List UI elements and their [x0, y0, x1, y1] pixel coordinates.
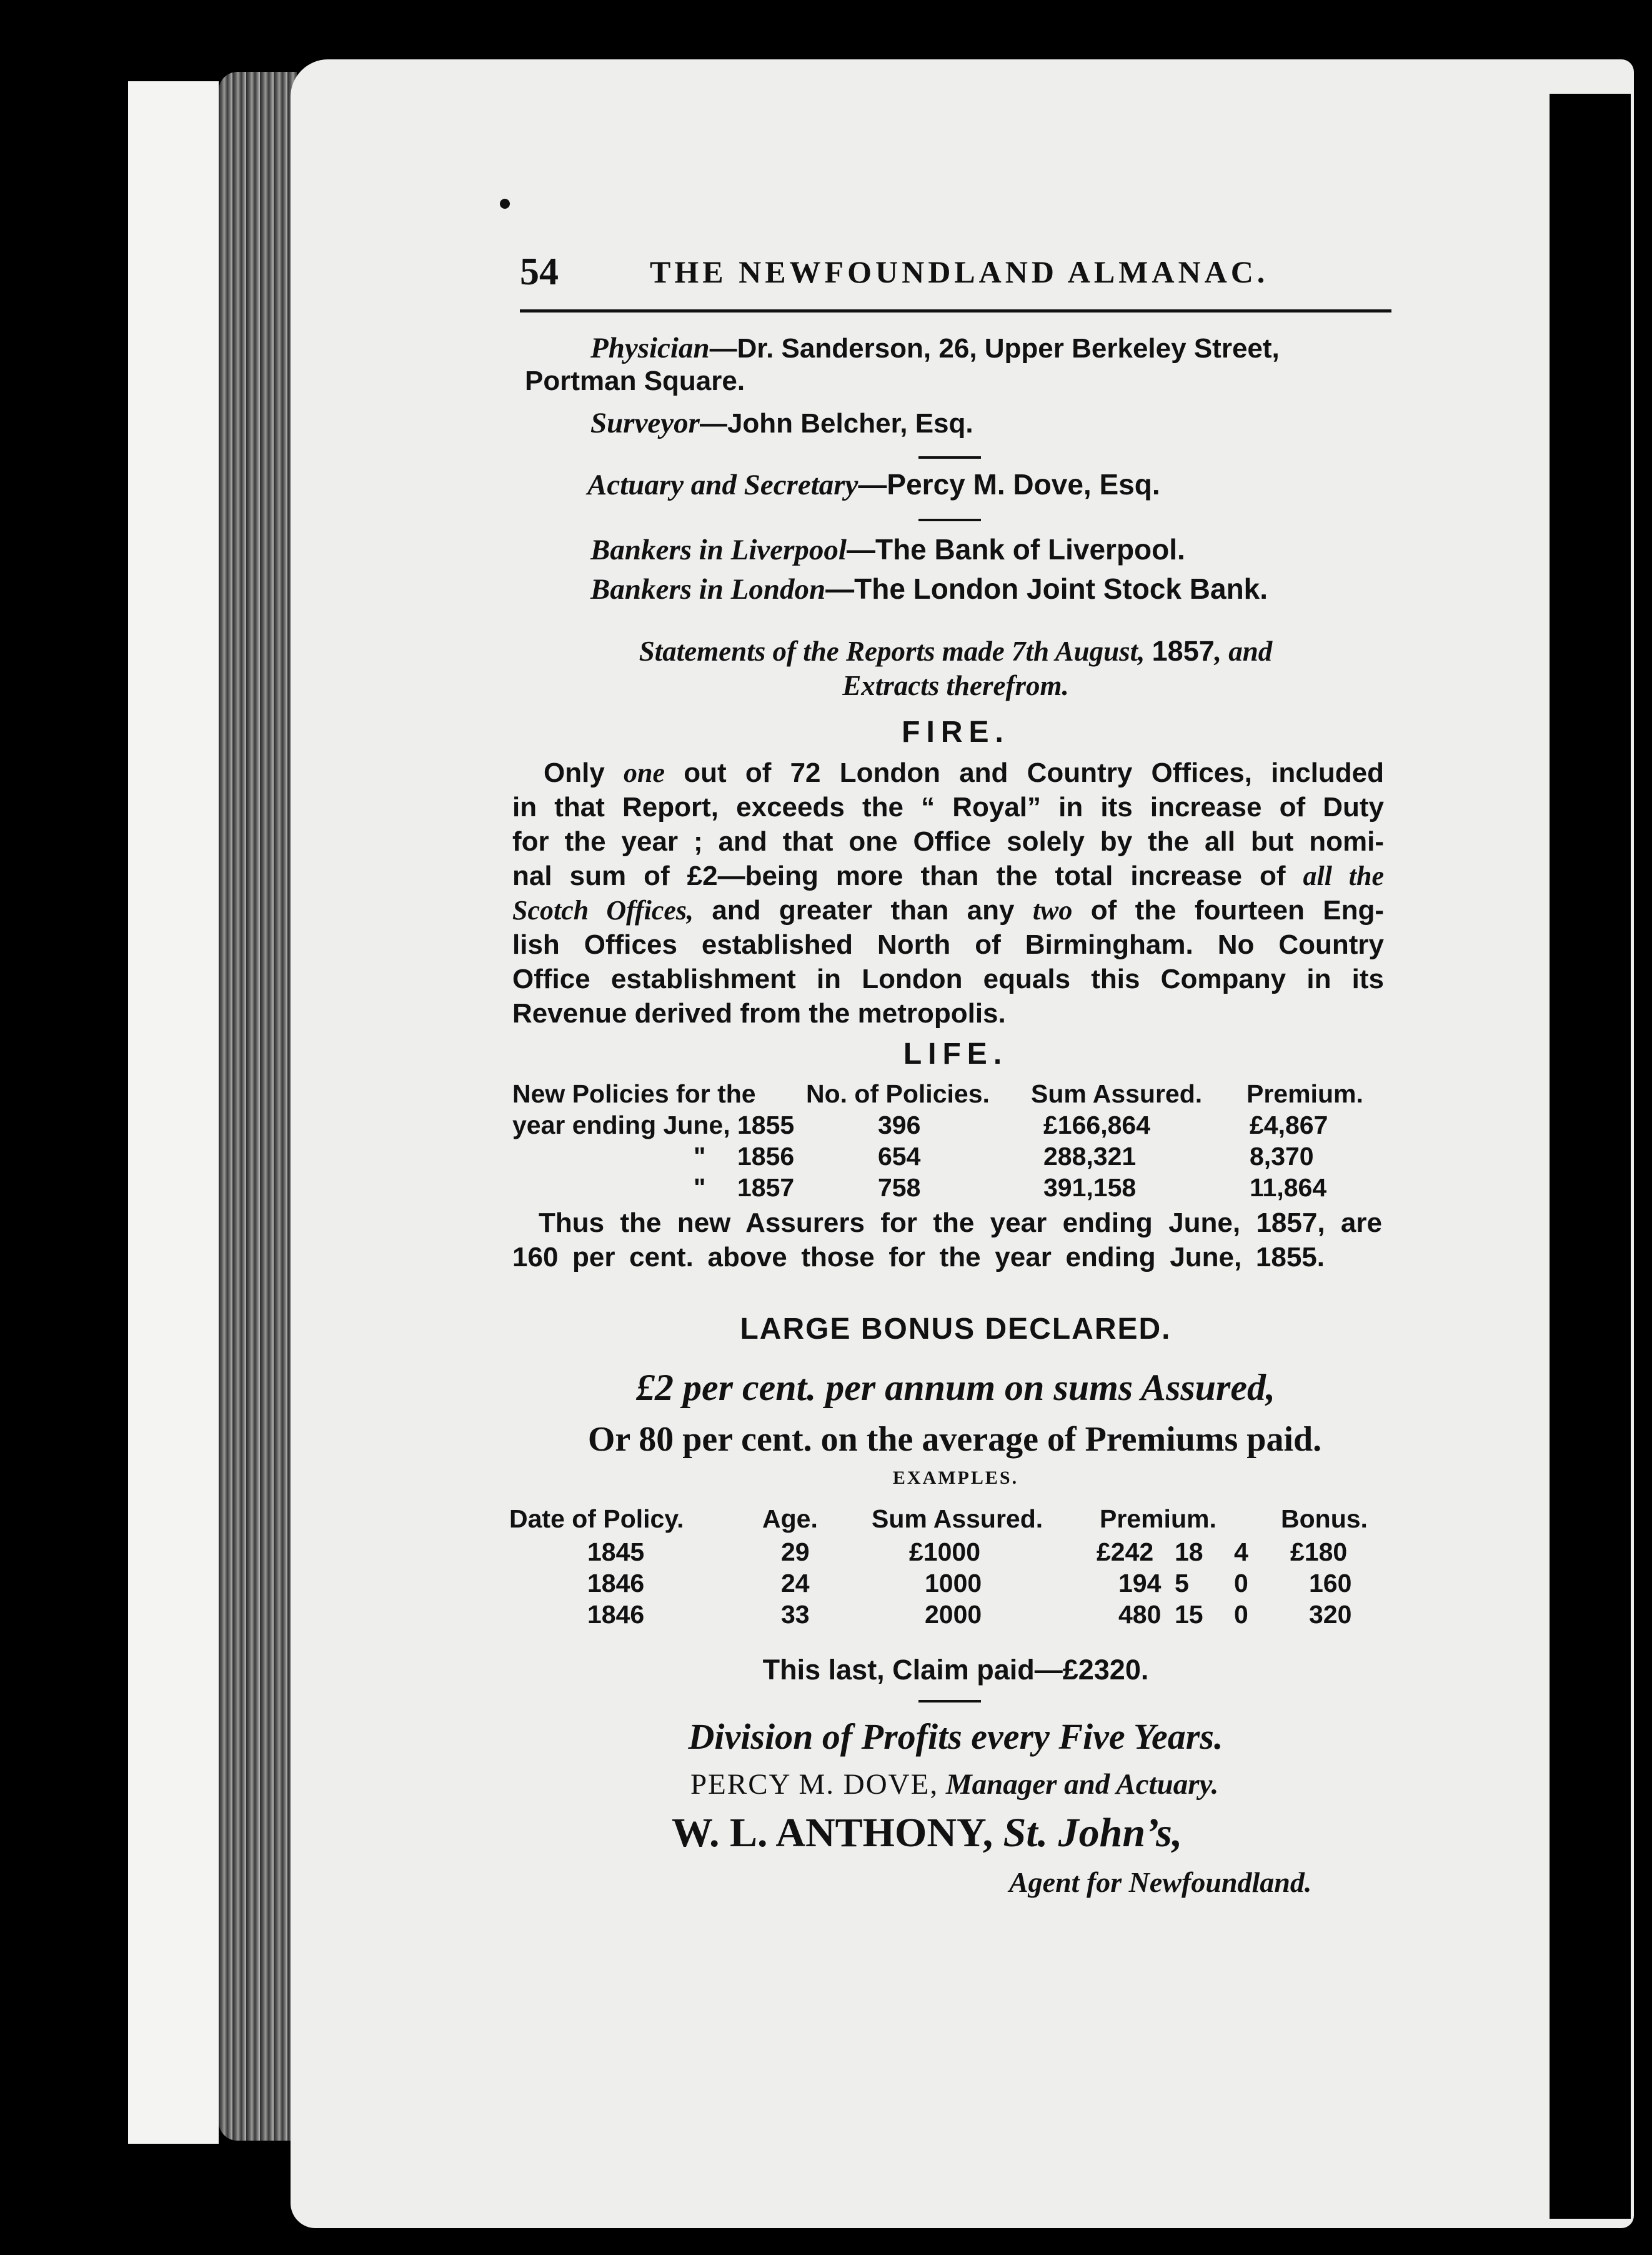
fire-line: [512, 791, 1384, 824]
life-row-premium: 11,864: [1250, 1173, 1327, 1202]
life-row-sum: 288,321: [1043, 1142, 1137, 1171]
agent-for: Agent for Newfoundland.: [1009, 1866, 1312, 1898]
bankers-london-value: —The London Joint Stock Bank.: [825, 572, 1268, 605]
fire-text: Office establishment in London equals this Company in its: [512, 964, 1384, 994]
life-row-label: year ending June,: [512, 1111, 730, 1139]
bonus-row-date: 1846: [587, 1569, 645, 1598]
life-header-number: No. of Policies.: [806, 1079, 990, 1108]
statement-year: 1857: [1152, 635, 1215, 667]
life-header-premium: Premium.: [1246, 1079, 1363, 1108]
fire-text: in that Report, exceeds the “ Royal” in its increase of Duty: [512, 792, 1384, 822]
fire-text: Revenue derived from the metropolis.: [512, 998, 1006, 1029]
life-row-premium: £4,867: [1250, 1111, 1328, 1139]
actuary-value: —Percy M. Dove, Esq.: [858, 468, 1160, 501]
statement-line-2: Extracts therefrom.: [842, 670, 1069, 701]
scan-border: [1550, 94, 1631, 2219]
fire-line: [512, 825, 1384, 859]
agent-name: W. L. ANTHONY,: [672, 1810, 993, 1856]
life-row-policies: 654: [878, 1142, 921, 1171]
life-row-year: 1857: [737, 1173, 795, 1202]
life-row-sum: £166,864: [1043, 1111, 1151, 1139]
fire-text: two: [1032, 895, 1073, 926]
bonus-row-premium-shillings: 5: [1175, 1569, 1189, 1598]
surveyor-value: —John Belcher, Esq.: [699, 408, 973, 439]
bonus-rate-line: £2 per cent. per annum on sums Assured,: [636, 1367, 1275, 1408]
page-number: 54: [520, 251, 559, 293]
fire-text: one: [624, 758, 665, 788]
fire-heading: FIRE.: [902, 716, 1010, 749]
fire-line: [544, 756, 1384, 790]
life-row-policies: 396: [878, 1111, 921, 1139]
statement-text-end: , and: [1214, 636, 1273, 667]
bankers-london-line: [590, 572, 1268, 606]
surveyor-line: [590, 406, 973, 441]
physician-label: Physician: [590, 332, 710, 364]
statement-text: Statements of the Reports made 7th August,: [639, 636, 1152, 667]
fire-line: [512, 859, 1384, 893]
life-summary-2: 160 per cent. above those for the year ending June, 1855.: [512, 1242, 1325, 1272]
surveyor-label: Surveyor: [590, 407, 700, 439]
bonus-row-premium-shillings: 18: [1175, 1538, 1203, 1566]
bonus-row-premium-pounds: 194: [1118, 1569, 1162, 1598]
running-title: THE NEWFOUNDLAND ALMANAC.: [650, 254, 1269, 289]
bonus-row-premium-pounds: 480: [1118, 1600, 1162, 1629]
fire-text: for the year ; and that one Office solely by the all but nomi-: [512, 826, 1384, 857]
statement-line-1: [520, 634, 1391, 668]
bonus-average-line: Or 80 per cent. on the average of Premiums paid.: [587, 1420, 1322, 1459]
bonus-row-date: 1846: [587, 1600, 645, 1629]
physician-value: —Dr. Sanderson, 26, Upper Berkeley Street,: [709, 333, 1280, 364]
bonus-row-sum: 2000: [925, 1600, 982, 1629]
bonus-heading: LARGE BONUS DECLARED.: [740, 1312, 1172, 1346]
manager-line: [690, 1768, 1218, 1801]
almanac-page: [291, 59, 1634, 2228]
bonus-header-premium: Premium.: [1100, 1504, 1217, 1533]
fire-text: of the fourteen Eng-: [1072, 895, 1385, 926]
scan-margin: [128, 81, 219, 2144]
fire-line: [512, 928, 1384, 962]
fire-text: Scotch Offices,: [512, 895, 694, 926]
divider: [918, 456, 981, 459]
bonus-row-bonus: 160: [1309, 1569, 1352, 1598]
bonus-row-date: 1845: [587, 1538, 645, 1566]
life-row-label: ": [694, 1142, 706, 1171]
divider: [918, 519, 981, 521]
fire-text: all the: [1303, 861, 1384, 891]
header-rule: [520, 309, 1391, 312]
life-heading: LIFE.: [903, 1038, 1008, 1071]
physician-line: [590, 331, 1280, 366]
bonus-header-bonus: Bonus.: [1281, 1504, 1368, 1533]
ink-speck: [500, 199, 510, 209]
bonus-row-premium-pence: 0: [1234, 1600, 1248, 1629]
bonus-row-age: 33: [781, 1600, 810, 1629]
bonus-row-age: 24: [781, 1569, 810, 1598]
fire-line: [512, 962, 1384, 996]
life-row-policies: 758: [878, 1173, 921, 1202]
fire-text: and greater than any: [694, 895, 1033, 926]
bonus-row-premium-shillings: 15: [1175, 1600, 1203, 1629]
life-row-year: 1855: [737, 1111, 795, 1139]
bankers-london-label: Bankers in London: [590, 573, 826, 606]
bonus-row-bonus: 320: [1309, 1600, 1352, 1629]
examples-label: EXAMPLES.: [892, 1468, 1019, 1488]
divider: [918, 1700, 981, 1702]
bonus-row-premium-pounds: £242: [1097, 1538, 1154, 1566]
life-header-policies-for: New Policies for the: [512, 1079, 756, 1108]
life-row-label: ": [694, 1173, 706, 1202]
claim-line: This last, Claim paid—£2320.: [762, 1654, 1149, 1686]
bonus-row-bonus: £180: [1290, 1538, 1348, 1566]
life-summary-1: Thus the new Assurers for the year ending June, 1857, are: [539, 1208, 1382, 1238]
fire-text: lish Offices established North of Birmingham. No Country: [512, 929, 1384, 960]
agent-line: [672, 1809, 1182, 1857]
bonus-row-premium-pence: 0: [1234, 1569, 1248, 1598]
bonus-header-age: Age.: [762, 1504, 818, 1533]
fire-text: Only: [544, 758, 624, 788]
bankers-liverpool-label: Bankers in Liverpool: [590, 534, 847, 566]
life-row-year: 1856: [737, 1142, 795, 1171]
actuary-label: Actuary and Secretary: [587, 469, 858, 501]
page-edges: [219, 72, 297, 2141]
actuary-line: [587, 468, 1160, 502]
manager-title: Manager and Actuary.: [938, 1768, 1219, 1801]
life-header-sum: Sum Assured.: [1031, 1079, 1203, 1108]
bonus-row-sum: £1000: [909, 1538, 981, 1566]
division-of-profits: Division of Profits every Five Years.: [688, 1716, 1223, 1757]
fire-line: [512, 894, 1384, 928]
bonus-row-premium-pence: 4: [1234, 1538, 1248, 1566]
fire-text: out of 72 London and Country Offices, included: [665, 758, 1384, 788]
life-row-sum: 391,158: [1043, 1173, 1137, 1202]
fire-text: nal sum of £2—being more than the total increase of: [512, 861, 1303, 891]
bonus-header-date: Date of Policy.: [509, 1504, 684, 1533]
fire-line: [512, 997, 1384, 1031]
agent-place: St. John’s,: [993, 1810, 1183, 1856]
manager-name: PERCY M. DOVE,: [690, 1768, 939, 1801]
bankers-liverpool-line: [590, 532, 1185, 567]
bonus-row-age: 29: [781, 1538, 810, 1566]
life-row-premium: 8,370: [1250, 1142, 1314, 1171]
bankers-liverpool-value: —The Bank of Liverpool.: [846, 533, 1185, 566]
physician-address: Portman Square.: [525, 366, 745, 396]
bonus-header-sum: Sum Assured.: [872, 1504, 1043, 1533]
bonus-row-sum: 1000: [925, 1569, 982, 1598]
